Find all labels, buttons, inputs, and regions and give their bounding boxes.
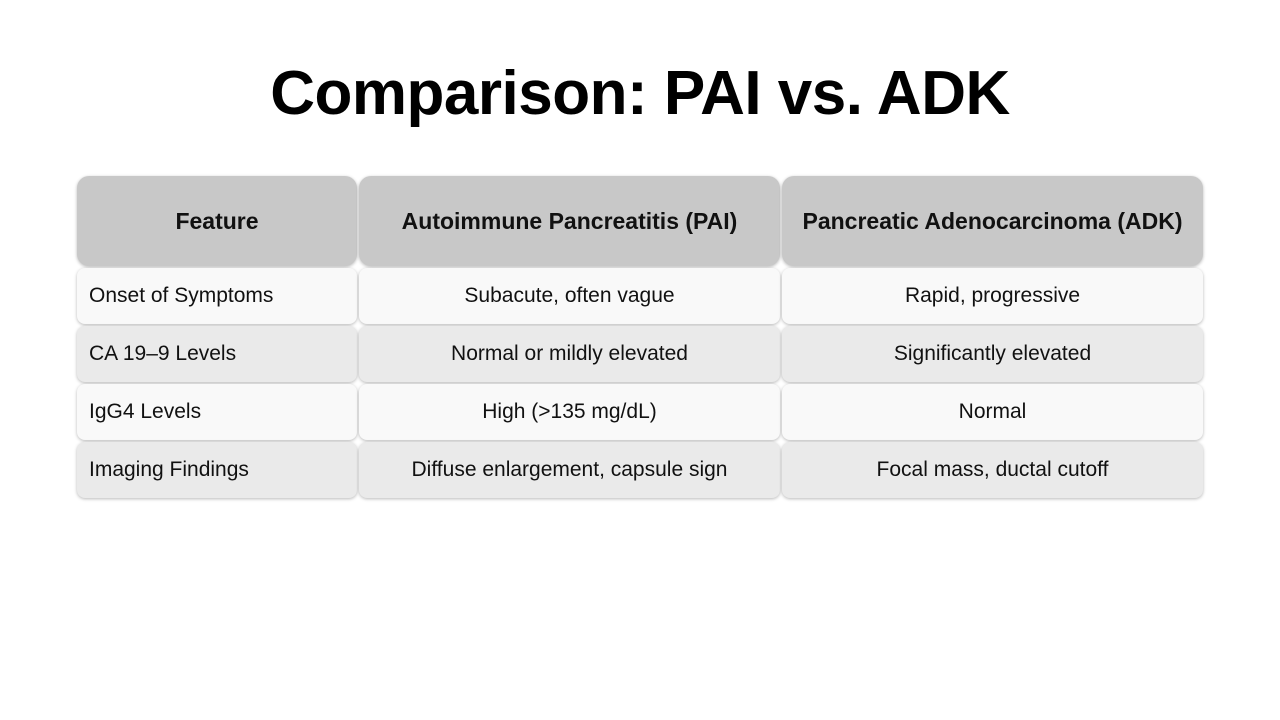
table-header-row bbox=[77, 176, 1203, 266]
adk-cell: Normal bbox=[782, 384, 1203, 440]
adk-cell: Focal mass, ductal cutoff bbox=[782, 442, 1203, 498]
header-cell-feature: Feature bbox=[77, 176, 357, 266]
header-cell-pai: Autoimmune Pancreatitis (PAI) bbox=[359, 176, 780, 266]
pai-cell: Subacute, often vague bbox=[359, 268, 780, 324]
slide-title: Comparison: PAI vs. ADK bbox=[270, 59, 1010, 128]
table-row bbox=[77, 384, 1203, 440]
header-cell-adk: Pancreatic Adenocarcinoma (ADK) bbox=[782, 176, 1203, 266]
pai-cell: Normal or mildly elevated bbox=[359, 326, 780, 382]
pai-cell: Diffuse enlargement, capsule sign bbox=[359, 442, 780, 498]
adk-cell: Significantly elevated bbox=[782, 326, 1203, 382]
feature-cell: IgG4 Levels bbox=[77, 384, 357, 440]
table-row bbox=[77, 326, 1203, 382]
table-row bbox=[77, 442, 1203, 498]
feature-cell: Onset of Symptoms bbox=[77, 268, 357, 324]
table-row bbox=[77, 268, 1203, 324]
comparison-table bbox=[77, 176, 1203, 498]
feature-cell: CA 19–9 Levels bbox=[77, 326, 357, 382]
feature-cell: Imaging Findings bbox=[77, 442, 357, 498]
adk-cell: Rapid, progressive bbox=[782, 268, 1203, 324]
pai-cell: High (>135 mg/dL) bbox=[359, 384, 780, 440]
